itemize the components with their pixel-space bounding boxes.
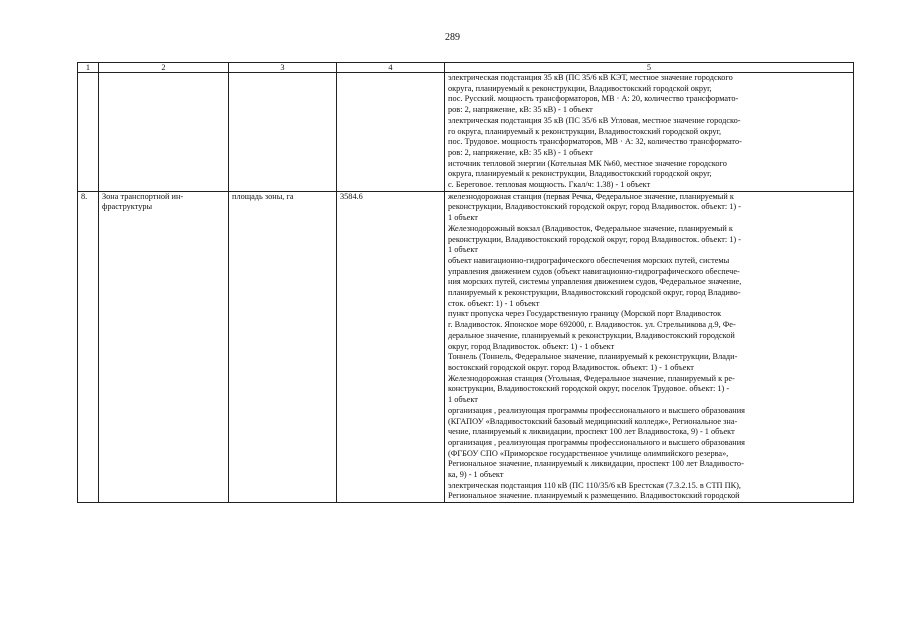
parameter-cell	[229, 73, 337, 192]
zones-table	[77, 62, 854, 503]
objects-line: организация , реализующая программы профессионального и высшего образования	[448, 437, 745, 447]
objects-line: ка, 9) - 1 объект	[448, 470, 504, 480]
objects-line: планируемый к реконструкции, Владивостокский городской округ, город Владиво-	[448, 288, 741, 298]
objects-line: электрическая подстанция 35 кВ (ПС 35/6 кВ КЭТ, местное значение городского	[448, 73, 733, 82]
objects-line: организация , реализующая программы профессионального и высшего образования	[448, 405, 745, 415]
objects-line: конструкции, Владивостокский городской округ, поселок Трудовое. объект: 1) -	[448, 384, 730, 394]
objects-line: реконструкции, Владивостокский городской округ, город Владивосток. объект: 1) -	[448, 202, 742, 212]
objects-line: объект навигационно-гидрографического обеспечения морских путей, системы	[448, 255, 730, 265]
column-header: 5	[445, 63, 854, 73]
objects-line: деральное значение, планируемый к реконструкции, Владивостокский городской	[448, 330, 735, 340]
zone-name-cell	[99, 191, 229, 502]
column-header: 2	[99, 63, 229, 73]
objects-line: реконструкции, Владивостокский городской округ, город Владивосток. объект: 1) -	[448, 234, 742, 244]
row-number-cell	[78, 73, 99, 192]
value-cell	[337, 191, 445, 502]
column-header: 4	[337, 63, 445, 73]
objects-line: железнодорожная станция (первая Речка, Федеральное значение, планируемый к	[448, 191, 734, 201]
zone-name: Зона транспортной ин- фраструктуры	[102, 191, 184, 212]
objects-line: пос. Русский. мощность трансформаторов, МВ · А: 20, количество трансформато-	[448, 94, 739, 104]
objects-line: с. Береговое. тепловая мощность. Гкал/ч: 1.38) - 1 объект	[448, 180, 651, 190]
objects-line: округ, город Владивосток. объект: 1) - 1 объект	[448, 341, 615, 351]
objects-line: ров: 2, напряжение, кВ: 35 кВ) - 1 объект	[448, 147, 593, 157]
row-number: 8.	[81, 191, 88, 201]
objects-line: ния морских путей, системы управления движением судов, Федеральное значение,	[448, 277, 742, 287]
objects-line: г. Владивосток. Японское море 692000, г. Владивосток. ул. Стрельникова д.9, Фе-	[448, 320, 736, 330]
value-cell	[337, 73, 445, 192]
zone-name-cell	[99, 73, 229, 192]
objects-line: Железнодорожный вокзал (Владивосток, Федеральное значение, планируемый к	[448, 223, 733, 233]
value: 3584.6	[340, 191, 363, 201]
objects-cell	[445, 73, 854, 192]
objects-line: востокский городской округ. город Владивосток. объект: 1) - 1 объект	[448, 362, 694, 372]
objects-line: источник тепловой энергии (Котельная МК №60, местное значение городского	[448, 158, 727, 168]
objects-line: пункт пропуска через Государственную границу (Морской порт Владивосток	[448, 309, 722, 319]
objects-line: 1 объект	[448, 395, 478, 405]
objects-line: Тоннель (Тоннель, Федеральное значение, планируемый к реконструкции, Влади-	[448, 352, 738, 362]
objects-line: го округа, планируемый к реконструкции, Владивостокский городской округ,	[448, 126, 722, 136]
parameter: площадь зоны, га	[232, 191, 294, 201]
objects-line: чение, планируемый к ликвидации, проспект 100 лет Владивостока, 9) - 1 объект	[448, 427, 735, 437]
table-row	[78, 191, 854, 502]
row-number-cell	[78, 191, 99, 502]
objects-line: округа, планируемый к реконструкции, Владивостокский городской округ,	[448, 169, 712, 179]
objects-line: (КГАПОУ «Владивостокский базовый медицинский колледж», Региональное зна-	[448, 416, 738, 426]
table-header-row	[78, 63, 854, 73]
objects-line: Региональное значение, планируемый к ликвидации, проспект 100 лет Владивосто-	[448, 459, 744, 469]
objects-line: 1 объект	[448, 213, 478, 223]
column-header: 3	[229, 63, 337, 73]
column-header: 1	[78, 63, 99, 73]
page-number: 289	[445, 32, 460, 43]
objects-line: электрическая подстанция 35 кВ (ПС 35/6 кВ Угловая, местное значение городско-	[448, 115, 741, 125]
objects-cell	[445, 191, 854, 502]
objects-line: 1 объект	[448, 245, 478, 255]
objects-line: пос. Трудовое. мощность трансформаторов, МВ · А: 32, количество трансформато-	[448, 137, 742, 147]
objects-line: сток. объект: 1) - 1 объект	[448, 298, 540, 308]
objects-line: электрическая подстанция 110 кВ (ПС 110/35/6 кВ Брестская (7.3.2.15. в СТП ПК),	[448, 480, 741, 490]
table-row	[78, 73, 854, 192]
objects-line: управления движением судов (объект навигационно-гидрографического обеспече-	[448, 266, 740, 276]
objects-line: округа, планируемый к реконструкции, Владивостокский городской округ,	[448, 83, 712, 93]
objects-line: (ФГБОУ СПО «Приморское государственное училище олимпийского резерва»,	[448, 448, 729, 458]
objects-line: ров: 2, напряжение, кВ: 35 кВ) - 1 объект	[448, 105, 593, 115]
objects-line: Региональное значение. планируемый к размещению. Владивостокский городской	[448, 491, 740, 501]
parameter-cell	[229, 191, 337, 502]
objects-line: Железнодорожная станция (Угольная, Федеральное значение, планируемый к ре-	[448, 373, 735, 383]
